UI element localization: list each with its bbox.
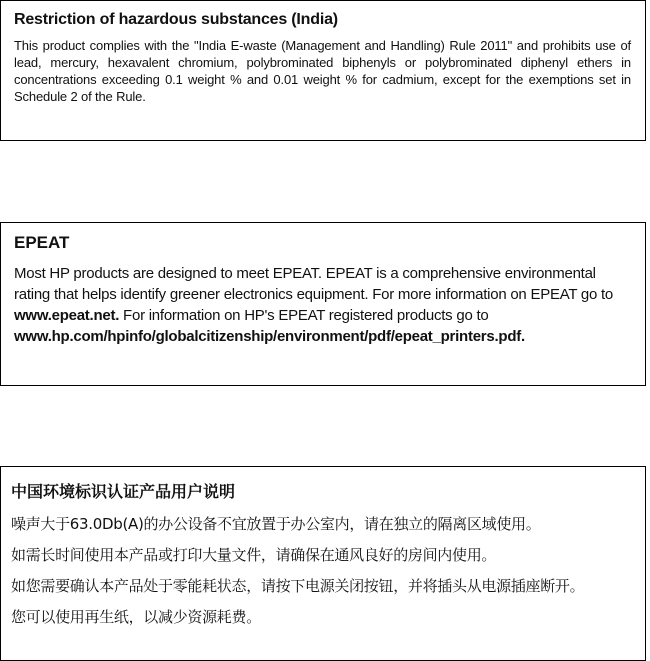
epeat-text-2: For information on HP's EPEAT registered products go to bbox=[119, 307, 489, 324]
china-line-zero-energy: 如您需要确认本产品处于零能耗状态，请按下电源关闭按钮，并将插头从电源插座断开。 bbox=[11, 577, 585, 595]
china-environmental-label-section bbox=[0, 466, 646, 661]
epeat-title: EPEAT bbox=[14, 233, 70, 252]
rohs-body: This product complies with the "India E-waste (Management and Handling) Rule 2011" and prohibits use of lead, mercury, hexavalent chromium, polybrominated biphenyls or polybrominated diphenyl ethers in concentrations exceeding 0.1 weight % and 0.01 weight % for cadmium, except for the exemptions set in Schedule 2 of the Rule. bbox=[14, 38, 631, 104]
epeat-text-1: Most HP products are designed to meet EPEAT. EPEAT is a comprehensive environmental rating that helps identify greener electronics equipment. For more information on EPEAT go to bbox=[14, 265, 614, 303]
china-title: 中国环境标识认证产品用户说明 bbox=[11, 482, 236, 501]
rohs-india-section bbox=[0, 0, 646, 141]
china-line-ventilation: 如需长时间使用本产品或打印大量文件，请确保在通风良好的房间内使用。 bbox=[11, 546, 497, 564]
epeat-link[interactable]: www.epeat.net. bbox=[14, 307, 120, 324]
epeat-section bbox=[0, 222, 646, 386]
rohs-title: Restriction of hazardous substances (India) bbox=[14, 11, 338, 28]
epeat-body bbox=[14, 263, 631, 347]
china-line-recycled-paper: 您可以使用再生纸，以减少资源耗费。 bbox=[11, 608, 261, 626]
china-line-noise: 噪声大于63.0Db(A)的办公设备不宜放置于办公室内，请在独立的隔离区域使用。 bbox=[11, 515, 541, 533]
hp-epeat-link[interactable]: www.hp.com/hpinfo/globalcitizenship/environment/pdf/epeat_printers.pdf. bbox=[14, 328, 525, 345]
